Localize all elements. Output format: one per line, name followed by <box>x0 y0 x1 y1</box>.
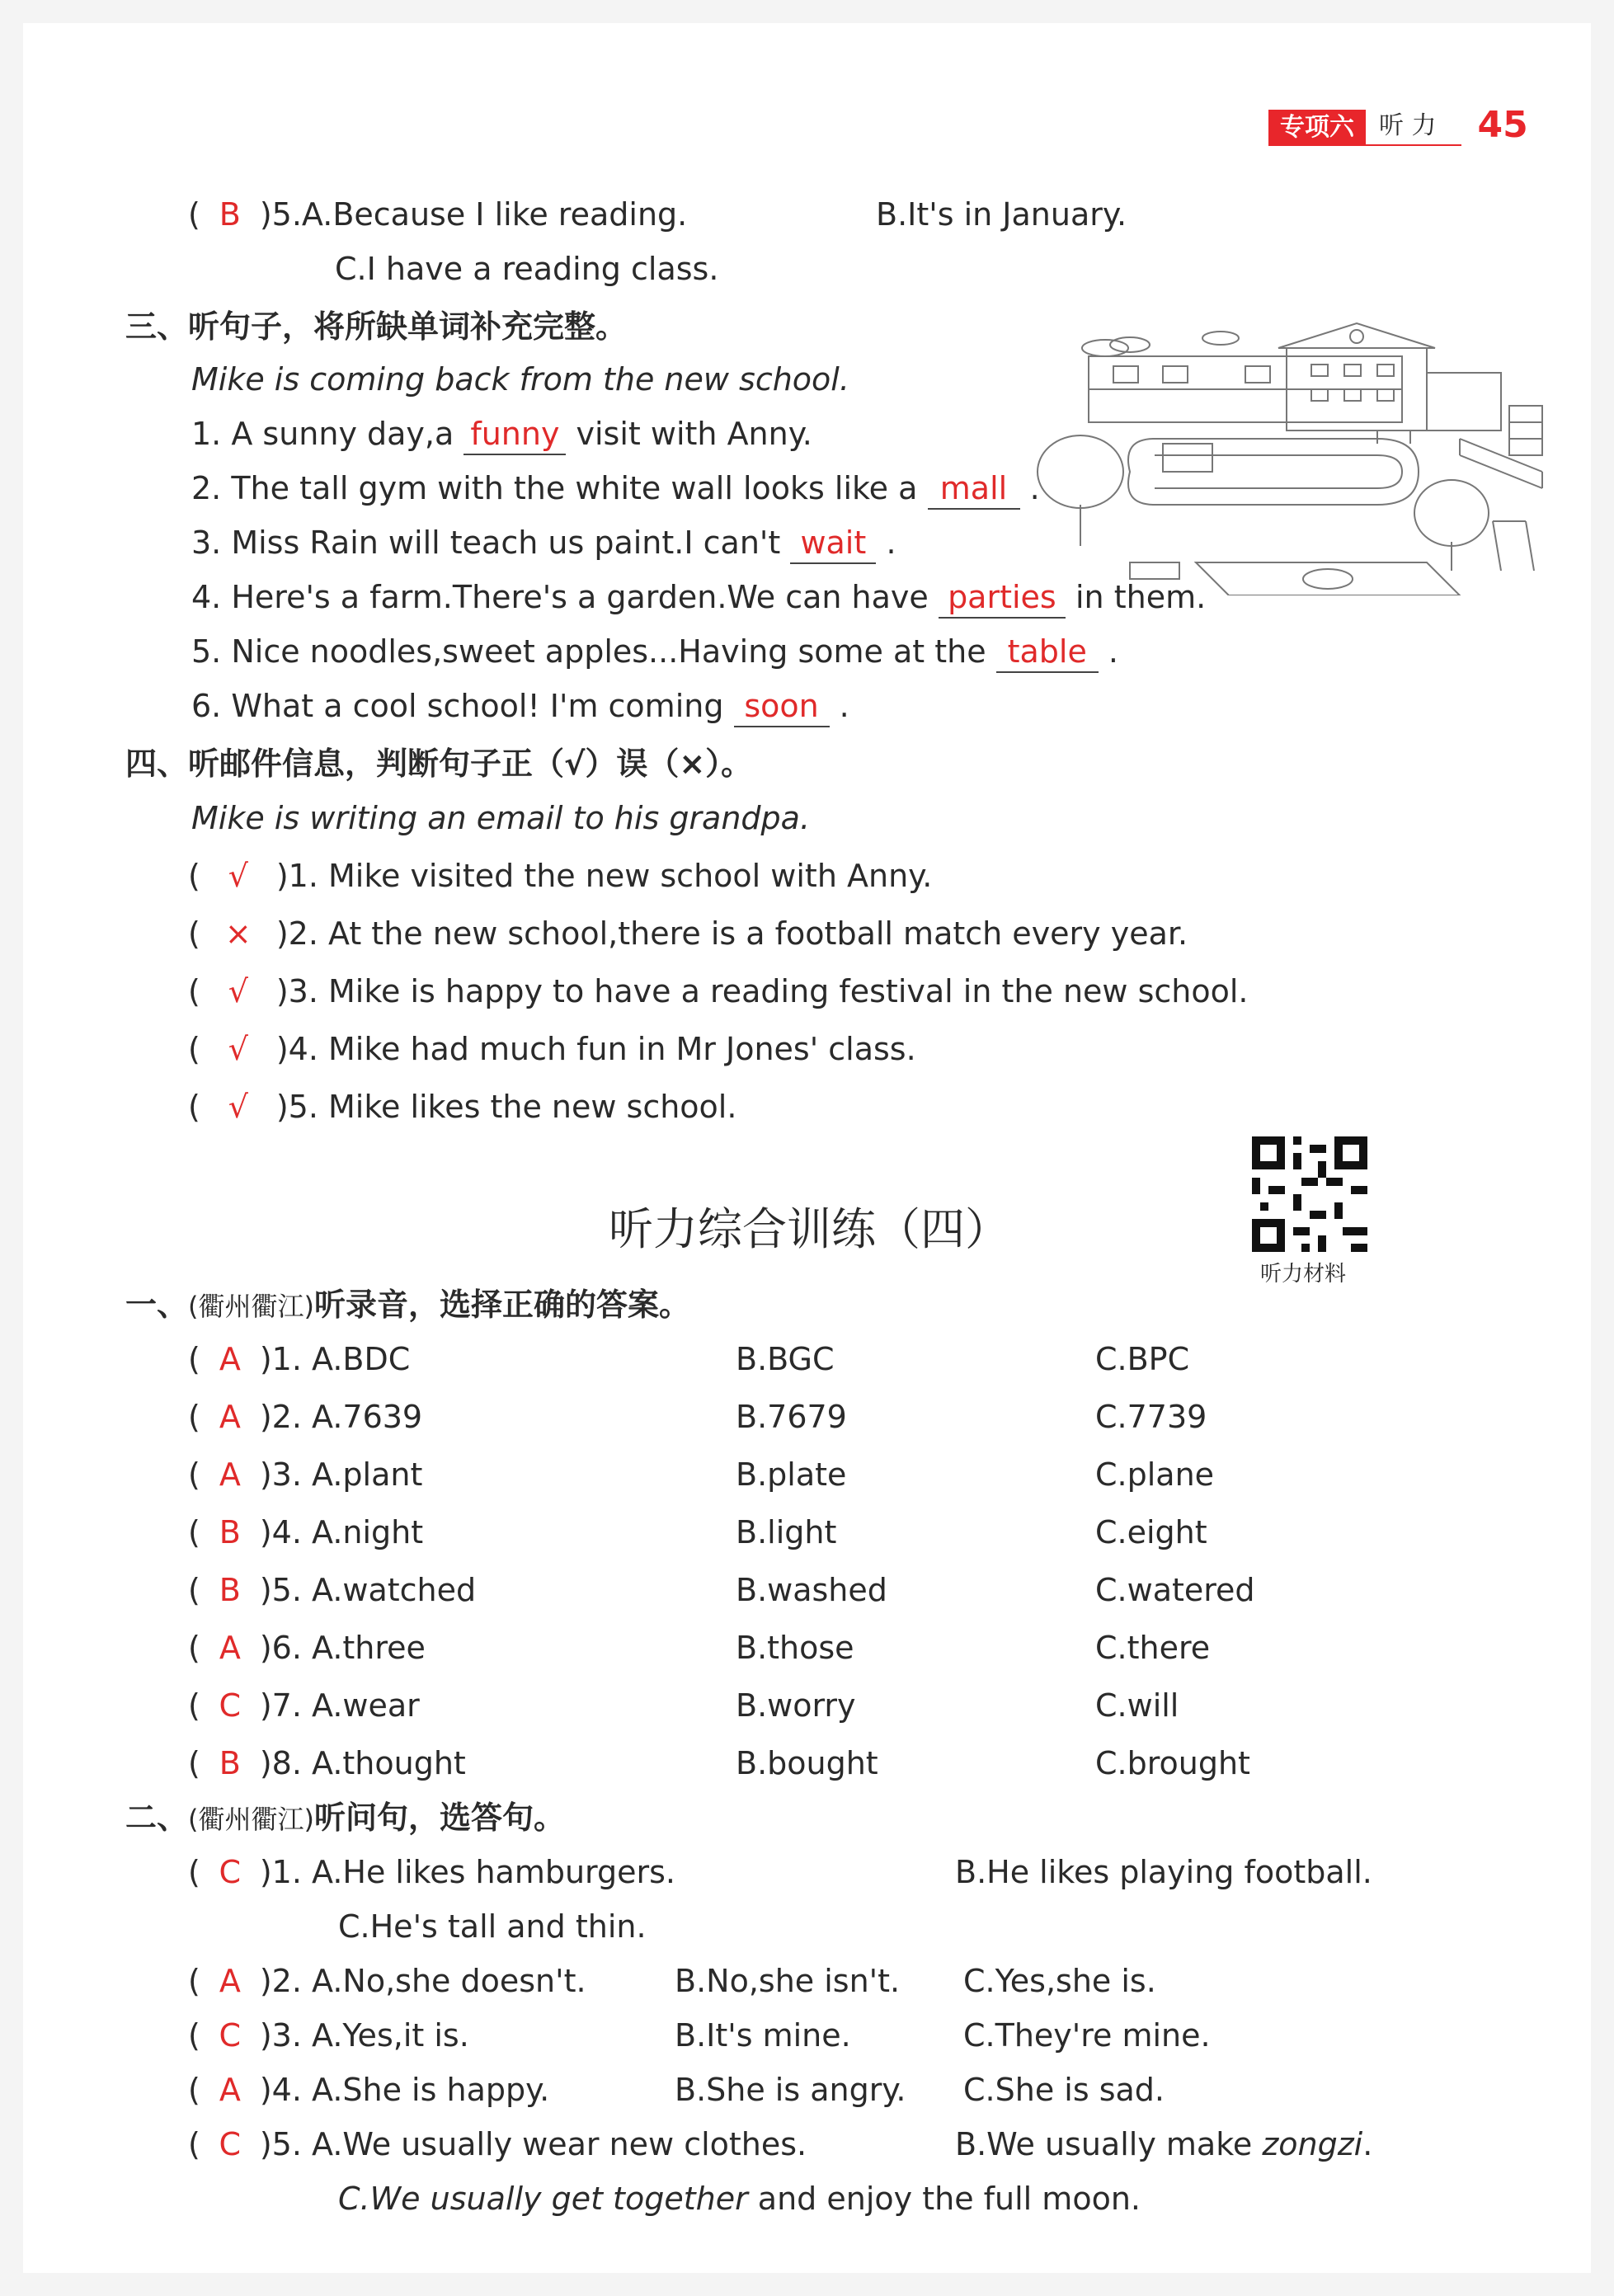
answer-mark: B <box>219 1514 241 1550</box>
option-c: C.plane <box>1095 1456 1215 1493</box>
page-number: 45 <box>1477 104 1528 146</box>
answer-mark: B <box>219 1745 241 1781</box>
option-c: C.BPC <box>1095 1341 1190 1377</box>
answer-mark: B <box>219 1572 241 1608</box>
option-c: C.brought <box>1095 1745 1250 1781</box>
judge-item: ( √ )3. Mike is happy to have a reading festival in the new school. <box>188 973 1249 1009</box>
option-b: B.light <box>736 1514 837 1550</box>
choice-row: ( A )1. A.BDC <box>188 1341 411 1377</box>
fill-item: 4. Here's a farm.There's a garden.We can have parties in them. <box>191 577 1206 619</box>
option-c: C.We usually get together and enjoy the full moon. <box>338 2181 1141 2217</box>
section-intro: Mike is writing an email to his grandpa. <box>191 800 811 836</box>
choice-row: ( A )4. A.She is happy. <box>188 2072 550 2108</box>
answer-mark: A <box>219 2072 241 2108</box>
option-c: C.She is sad. <box>963 2072 1165 2108</box>
exercise-title: 听力综合训练（四） <box>609 1203 1009 1255</box>
choice-row: ( C )3. A.Yes,it is. <box>188 2017 469 2054</box>
section-heading: 一、(衢州衢江)听录音，选择正确的答案。 <box>125 1287 691 1323</box>
choice-row: ( A )3. A.plant <box>188 1456 423 1493</box>
answer-mark: A <box>219 1456 241 1493</box>
option-b: B.those <box>736 1630 854 1666</box>
option-b: B.No,she isn't. <box>675 1963 901 1999</box>
section-heading: 四、听邮件信息，判断句子正（√）误（×）。 <box>125 746 753 782</box>
judge-item: ( √ )1. Mike visited the new school with Anny. <box>188 858 933 894</box>
option-b: B.We usually make zongzi. <box>955 2126 1373 2162</box>
judge-item: ( √ )5. Mike likes the new school. <box>188 1089 737 1125</box>
region-tag: (衢州衢江) <box>188 1804 314 1835</box>
fill-item: 2. The tall gym with the white wall looks like a mall . <box>191 468 1040 510</box>
choice-row: ( C )7. A.wear <box>188 1687 420 1724</box>
choice-row: ( B )4. A.night <box>188 1514 424 1550</box>
option-a-text: A.Because I like reading. <box>301 196 688 233</box>
option-b: B.7679 <box>736 1399 847 1435</box>
choice-row: ( A )2. A.No,she doesn't. <box>188 1963 586 1999</box>
answer-mark: C <box>219 2017 242 2054</box>
fill-item: 5. Nice noodles,sweet apples...Having some at the table . <box>191 632 1118 673</box>
answer-mark: A <box>219 1963 241 1999</box>
answer-blank: funny <box>463 414 566 455</box>
option-b: B.It's mine. <box>675 2017 851 2054</box>
answer-mark: B <box>219 196 241 233</box>
section-heading: 三、听句子，将所缺单词补充完整。 <box>125 308 628 345</box>
qr-code-icon[interactable] <box>1252 1136 1367 1252</box>
answer-blank: soon <box>734 686 830 727</box>
answer-mark: C <box>219 1687 242 1724</box>
answer-blank: table <box>996 632 1099 673</box>
judge-item: ( × )2. At the new school,there is a football match every year. <box>188 915 1188 952</box>
answer-mark: √ <box>228 858 248 894</box>
worksheet-page <box>23 23 1591 2273</box>
option-b: B.worry <box>736 1687 856 1724</box>
fill-item: 3. Miss Rain will teach us paint.I can't wait . <box>191 523 896 564</box>
header-subtitle: 听 力 <box>1366 108 1461 146</box>
option-c: C.He's tall and thin. <box>338 1908 647 1945</box>
fill-item: 1. A sunny day,a funny visit with Anny. <box>191 414 812 455</box>
header-tag: 专项六 <box>1268 110 1366 146</box>
option-c: C.I have a reading class. <box>335 251 719 287</box>
option-b: B.washed <box>736 1572 887 1608</box>
option-c: C.They're mine. <box>963 2017 1211 2054</box>
choice-row: ( C )5. A.We usually wear new clothes. <box>188 2126 807 2162</box>
option-b: B.bought <box>736 1745 878 1781</box>
judge-item: ( √ )4. Mike had much fun in Mr Jones' class. <box>188 1031 916 1067</box>
choice-row: ( A )2. A.7639 <box>188 1399 423 1435</box>
option-c: C.there <box>1095 1630 1211 1666</box>
choice-row: ( A )6. A.three <box>188 1630 426 1666</box>
answer-blank: mall <box>928 468 1020 510</box>
option-b: B.BGC <box>736 1341 835 1377</box>
answer-mark: C <box>219 1854 242 1890</box>
option-a: )5. <box>259 196 302 233</box>
fill-item: 6. What a cool school! I'm coming soon . <box>191 686 849 727</box>
option-b: B.He likes playing football. <box>955 1854 1372 1890</box>
option-c: C.will <box>1095 1687 1179 1724</box>
question-row: ( B )5.A.Because I like reading. <box>188 196 688 233</box>
option-b: B.plate <box>736 1456 847 1493</box>
answer-blank: parties <box>939 577 1066 619</box>
answer-mark: × <box>224 915 252 952</box>
answer-mark: √ <box>228 973 248 1009</box>
answer-mark: A <box>219 1630 241 1666</box>
option-c: C.watered <box>1095 1572 1255 1608</box>
option-c: C.Yes,she is. <box>963 1963 1156 1999</box>
option-b: B.It's in January. <box>876 196 1127 233</box>
answer-mark: √ <box>228 1031 248 1067</box>
section-heading: 二、(衢州衢江)听问句，选答句。 <box>125 1800 566 1836</box>
answer-mark: A <box>219 1399 241 1435</box>
qr-label: 听力材料 <box>1260 1262 1347 1287</box>
choice-row: ( B )8. A.thought <box>188 1745 466 1781</box>
school-illustration <box>1031 315 1559 595</box>
answer-blank: wait <box>790 523 876 564</box>
answer-mark: C <box>219 2126 242 2162</box>
answer-mark: A <box>219 1341 241 1377</box>
option-c: C.eight <box>1095 1514 1207 1550</box>
choice-row: ( B )5. A.watched <box>188 1572 477 1608</box>
option-b: B.She is angry. <box>675 2072 906 2108</box>
page-header <box>1268 104 1528 146</box>
answer-mark: √ <box>228 1089 248 1125</box>
choice-row: ( C )1. A.He likes hamburgers. <box>188 1854 675 1890</box>
region-tag: (衢州衢江) <box>188 1291 314 1322</box>
section-intro: Mike is coming back from the new school. <box>191 361 849 398</box>
option-c: C.7739 <box>1095 1399 1207 1435</box>
